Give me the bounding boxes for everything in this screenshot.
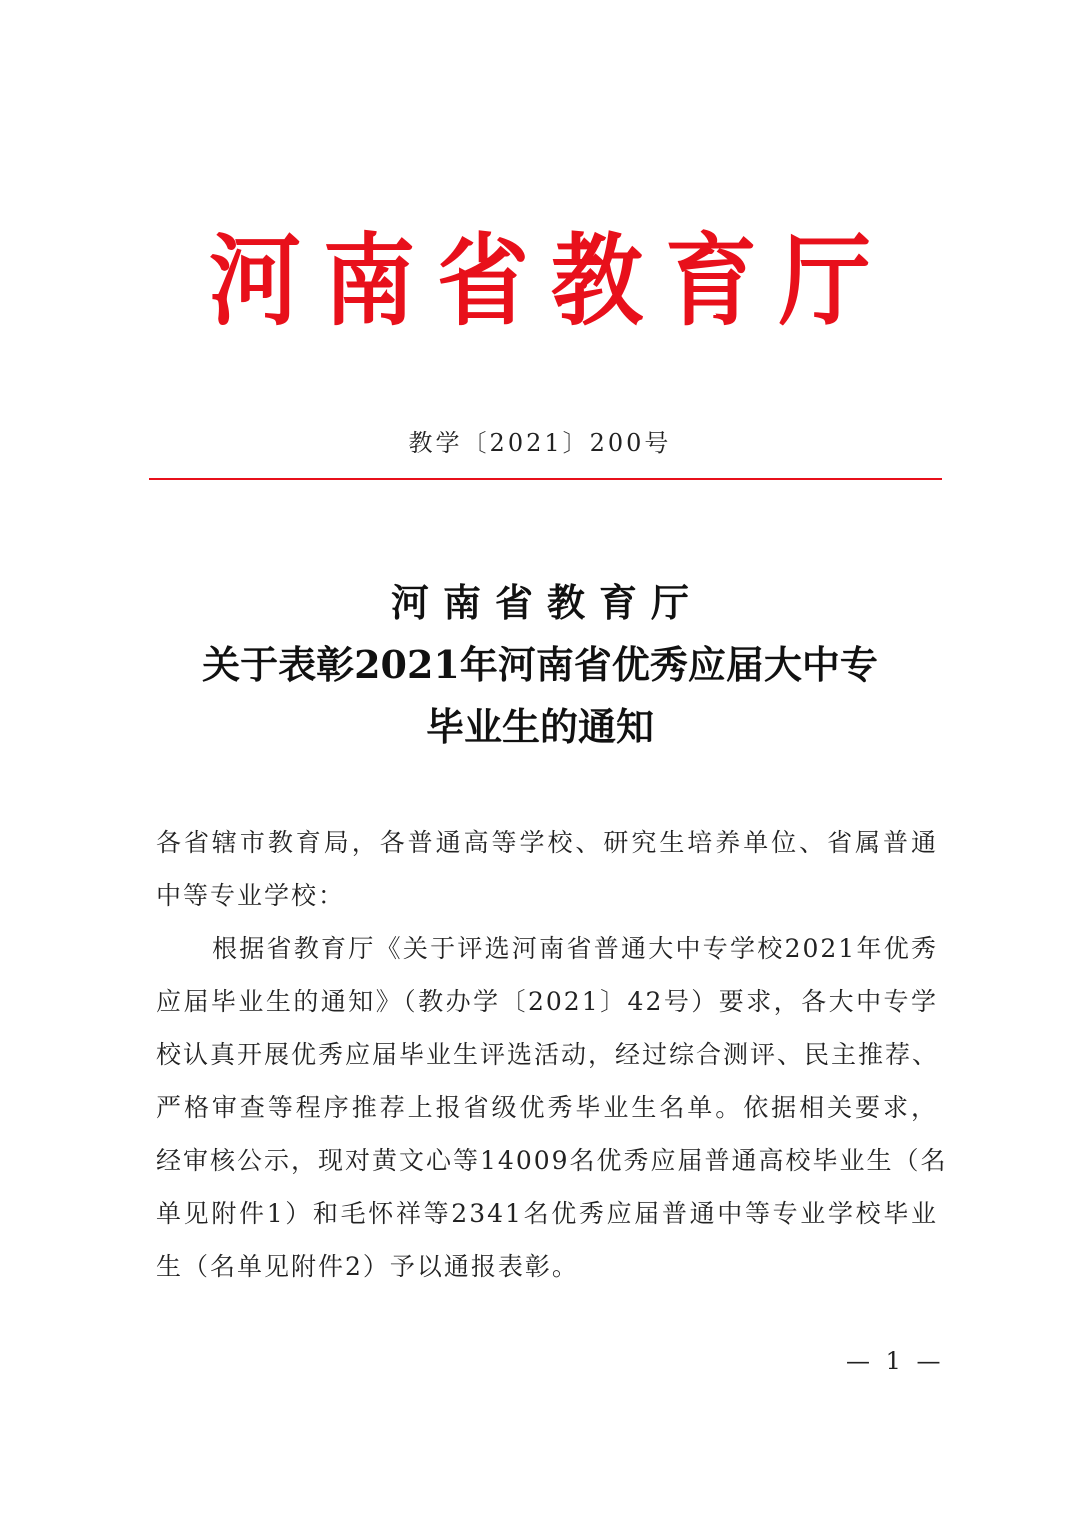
document-number: 教学〔2021〕200号 [408, 429, 672, 457]
paragraph-line: 应届毕业生的通知》（教办学〔2021〕42号）要求，各大中专学 [156, 987, 938, 1016]
addressee-line: 各省辖市教育局，各普通高等学校、研究生培养单位、省属普通 [156, 828, 938, 857]
red-divider-rule [149, 478, 942, 480]
title-line-issuer: 河南省教育厅 [390, 580, 703, 625]
paragraph-line: 生（名单见附件2）予以通报表彰。 [156, 1252, 579, 1281]
paragraph-line: 根据省教育厅《关于评选河南省普通大中专学校2021年优秀 [212, 934, 938, 963]
paragraph-line: 经审核公示，现对黄文心等14009名优秀应届普通高校毕业生（名 [156, 1146, 948, 1175]
document-title [0, 572, 1080, 758]
paragraph-line: 严格审查等程序推荐上报省级优秀毕业生名单。依据相关要求， [156, 1093, 938, 1122]
paragraph-line: 单见附件1）和毛怀祥等2341名优秀应届普通中等专业学校毕业 [156, 1199, 938, 1228]
paragraph-line: 校认真开展优秀应届毕业生评选活动，经过综合测评、民主推荐、 [156, 1040, 940, 1069]
page-number: — 1 — [846, 1347, 945, 1375]
title-line-subject: 关于表彰2021年河南省优秀应届大中专 [202, 642, 878, 687]
title-line-subject-end: 毕业生的通知 [425, 704, 654, 749]
issuer-masthead: 河南省教育厅 [208, 223, 893, 340]
addressee-line: 中等专业学校： [156, 881, 346, 910]
document-body [156, 816, 948, 1293]
